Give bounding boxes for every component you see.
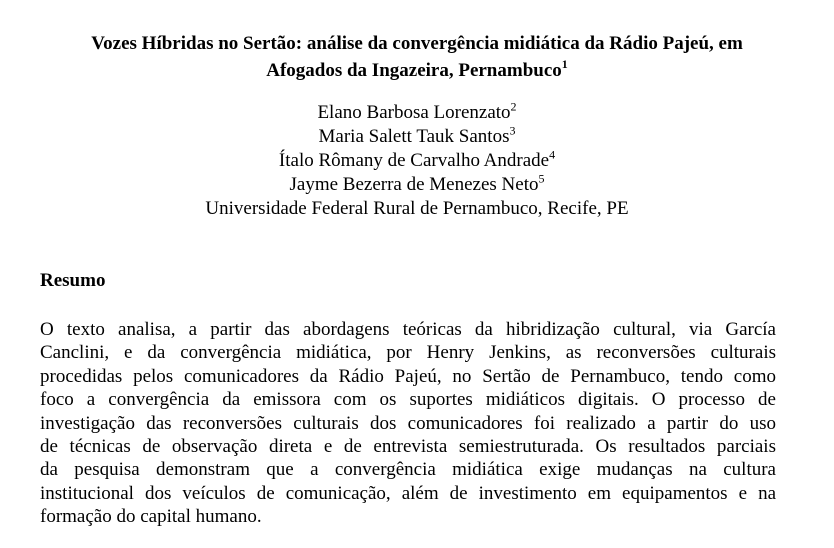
abstract-line: formação do capital humano. bbox=[40, 506, 262, 528]
abstract-line: foco a convergência da emissora com os suportes midiáticos digitais. O processo de bbox=[40, 389, 776, 411]
author-4 bbox=[40, 173, 794, 197]
title-line-2 bbox=[20, 57, 814, 84]
title-line-2-text: Afogados da Ingazeira, Pernambuco bbox=[266, 60, 562, 81]
author-name: Maria Salett Tauk Santos bbox=[318, 126, 510, 147]
author-name: Elano Barbosa Lorenzato bbox=[317, 102, 511, 123]
title-line-1: Vozes Híbridas no Sertão: análise da convergência midiática da Rádio Pajeú, em bbox=[91, 33, 743, 54]
author-footnote-marker: 2 bbox=[510, 99, 517, 114]
paper-title bbox=[20, 30, 814, 84]
author-footnote-marker: 3 bbox=[509, 123, 516, 138]
author-footnote-marker: 4 bbox=[549, 147, 556, 162]
abstract-body bbox=[40, 318, 776, 529]
abstract-heading: Resumo bbox=[40, 270, 106, 291]
author-3 bbox=[40, 149, 794, 173]
abstract-line: da pesquisa demonstram que a convergência midiática exige mudanças na cultura bbox=[40, 459, 776, 481]
author-2 bbox=[40, 125, 794, 149]
title-footnote-marker: 1 bbox=[561, 56, 568, 71]
author-name: Jayme Bezerra de Menezes Neto bbox=[289, 174, 539, 195]
abstract-line: Canclini, e da convergência midiática, por Henry Jenkins, as reconversões culturais bbox=[40, 342, 776, 364]
author-footnote-marker: 5 bbox=[538, 171, 545, 186]
author-name: Ítalo Rômany de Carvalho Andrade bbox=[278, 150, 550, 171]
author-1 bbox=[40, 101, 794, 125]
abstract-line: investigação das reconversões culturais dos comunicadores foi realizado a partir do uso bbox=[40, 412, 776, 434]
abstract-line: institucional dos veículos de comunicação, além de investimento em equipamentos e na bbox=[40, 482, 776, 504]
author-block bbox=[40, 101, 794, 221]
affiliation: Universidade Federal Rural de Pernambuco, Recife, PE bbox=[205, 198, 629, 219]
abstract-line: procedidas pelos comunicadores da Rádio Pajeú, no Sertão de Pernambuco, tendo como bbox=[40, 365, 776, 387]
abstract-line: de técnicas de observação direta e de entrevista semiestruturada. Os resultados parciais bbox=[40, 435, 776, 457]
abstract-line: O texto analisa, a partir das abordagens teóricas da hibridização cultural, via García bbox=[40, 319, 776, 340]
